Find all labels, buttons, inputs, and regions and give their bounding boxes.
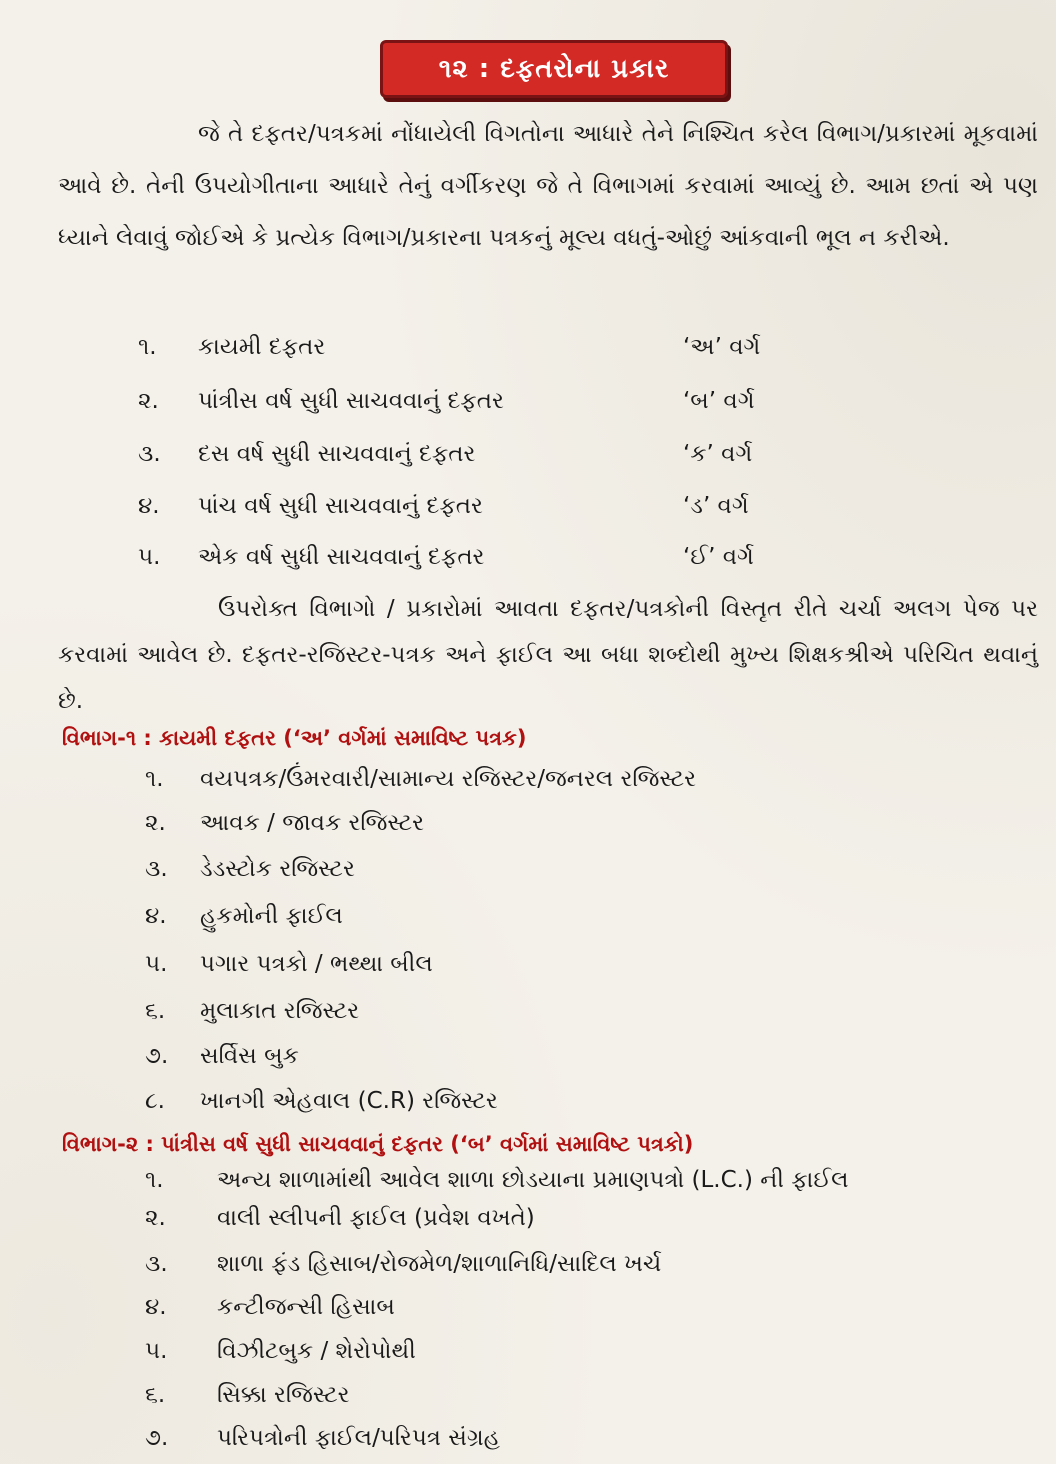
class-number: ૧. xyxy=(138,334,157,360)
item-number: ૪. xyxy=(145,1294,167,1320)
item-text: પગાર પત્રકો / ભથ્થા બીલ xyxy=(200,951,433,977)
class-text: દસ વર્ષ સુધી સાચવવાનું દફતર xyxy=(198,441,476,467)
class-label: ‘ક’ વર્ગ xyxy=(683,441,753,467)
class-text: એક વર્ષ સુધી સાચવવાનું દફતર xyxy=(198,544,485,570)
item-text: અન્ય શાળામાંથી આવેલ શાળા છોડયાના પ્રમાણપત્રો (L.C.) ની ફાઈલ xyxy=(217,1167,849,1193)
class-number: ૪. xyxy=(138,493,160,519)
item-number: ૭. xyxy=(145,1425,169,1451)
item-number: ૭. xyxy=(145,1043,169,1069)
item-number: ૬. xyxy=(145,998,166,1024)
item-text: વિઝીટબુક / શેરોપોથી xyxy=(217,1338,416,1364)
item-number: ૧. xyxy=(145,766,164,792)
item-text: આવક / જાવક રજિસ્ટર xyxy=(200,810,425,836)
item-number: ૨. xyxy=(145,1205,166,1231)
item-number: ૩. xyxy=(145,856,168,882)
chapter-heading: ૧૨ : દફતરોના પ્રકાર xyxy=(438,53,670,84)
class-label: ‘ઈ’ વર્ગ xyxy=(683,544,754,570)
item-text: સર્વિસ બુક xyxy=(200,1043,299,1069)
class-label: ‘ડ’ વર્ગ xyxy=(683,493,749,519)
class-label: ‘બ’ વર્ગ xyxy=(683,388,755,414)
intro-paragraph: જે તે દફતર/પત્રકમાં નોંધાયેલી વિગતોના આધારે તેને નિશ્ચિત કરેલ વિભાગ/પ્રકારમાં મૂકવામાં આવે છે. તેની ઉપયોગીતાના આધારે તેનું વર્ગીકરણ જે તે વિભાગમાં કરવામાં આવ્યું છે. આમ છતાં એ પણ ધ્યાને લેવાવું જોઈએ કે પ્રત્યેક વિભાગ/પ્રકારના પત્રકનું મૂલ્ય વધતું-ઓછું આંકવાની ભૂલ ન કરીએ. xyxy=(58,121,1038,251)
item-number: ૫. xyxy=(145,1338,168,1364)
second-paragraph-block xyxy=(58,586,1038,724)
class-row xyxy=(138,327,838,367)
item-text: વયપત્રક/ઉંમરવારી/સામાન્ય રજિસ્ટર/જનરલ રજિસ્ટર xyxy=(200,766,696,792)
class-text: પાંચ વર્ષ સુધી સાચવવાનું દફતર xyxy=(198,493,483,519)
section1-heading: વિભાગ-૧ : કાયમી દફતર (‘અ’ વર્ગમાં સમાવિષ્ટ પત્રક) xyxy=(62,726,527,750)
class-number: ૩. xyxy=(138,441,161,467)
class-label: ‘અ’ વર્ગ xyxy=(683,334,761,360)
item-text: શાળા ફંડ હિસાબ/રોજમેળ/શાળાનિધિ/સાદિલ ખર્ચ xyxy=(217,1251,662,1277)
item-text: પરિપત્રોની ફાઈલ/પરિપત્ર સંગ્રહ xyxy=(217,1425,500,1451)
section2-heading: વિભાગ-૨ : પાંત્રીસ વર્ષ સુધી સાચવવાનું દફતર (‘બ’ વર્ગમાં સમાવિષ્ટ પત્રકો) xyxy=(62,1132,694,1156)
class-row xyxy=(138,381,838,421)
class-text: કાયમી દફતર xyxy=(198,334,326,360)
item-number: ૫. xyxy=(145,951,168,977)
item-number: ૬. xyxy=(145,1382,166,1408)
class-row xyxy=(138,486,838,526)
item-number: ૮. xyxy=(145,1088,165,1114)
class-row xyxy=(138,434,838,474)
item-number: ૨. xyxy=(145,810,166,836)
item-number: ૪. xyxy=(145,903,167,929)
item-number: ૧. xyxy=(145,1167,164,1193)
item-text: વાલી સ્લીપની ફાઈલ (પ્રવેશ વખતે) xyxy=(217,1205,535,1231)
second-paragraph: ઉપરોક્ત વિભાગો / પ્રકારોમાં આવતા દફતર/પત્રકોની વિસ્તૃત રીતે ચર્ચા અલગ પેજ પર કરવામાં આવેલ છે. દફતર-રજિસ્ટર-પત્રક અને ફાઈલ આ બધા શબ્દોથી મુખ્ય શિક્ષકશ્રીએ પરિચિત થવાનું છે. xyxy=(58,596,1038,714)
item-text: મુલાકાત રજિસ્ટર xyxy=(200,998,360,1024)
item-text: ડેડસ્ટોક રજિસ્ટર xyxy=(200,856,355,882)
class-number: ૫. xyxy=(138,544,161,570)
intro-paragraph-block xyxy=(58,108,1038,264)
item-text: કન્ટીજન્સી હિસાબ xyxy=(217,1294,395,1320)
item-number: ૩. xyxy=(145,1251,168,1277)
item-text: સિક્કા રજિસ્ટર xyxy=(217,1382,350,1408)
class-number: ૨. xyxy=(138,388,159,414)
chapter-heading-box xyxy=(380,40,728,98)
item-text: હુકમોની ફાઈલ xyxy=(200,903,343,929)
item-text: ખાનગી એહવાલ (C.R) રજિસ્ટર xyxy=(200,1088,498,1114)
class-text: પાંત્રીસ વર્ષ સુધી સાચવવાનું દફતર xyxy=(198,388,504,414)
class-row xyxy=(138,537,838,577)
